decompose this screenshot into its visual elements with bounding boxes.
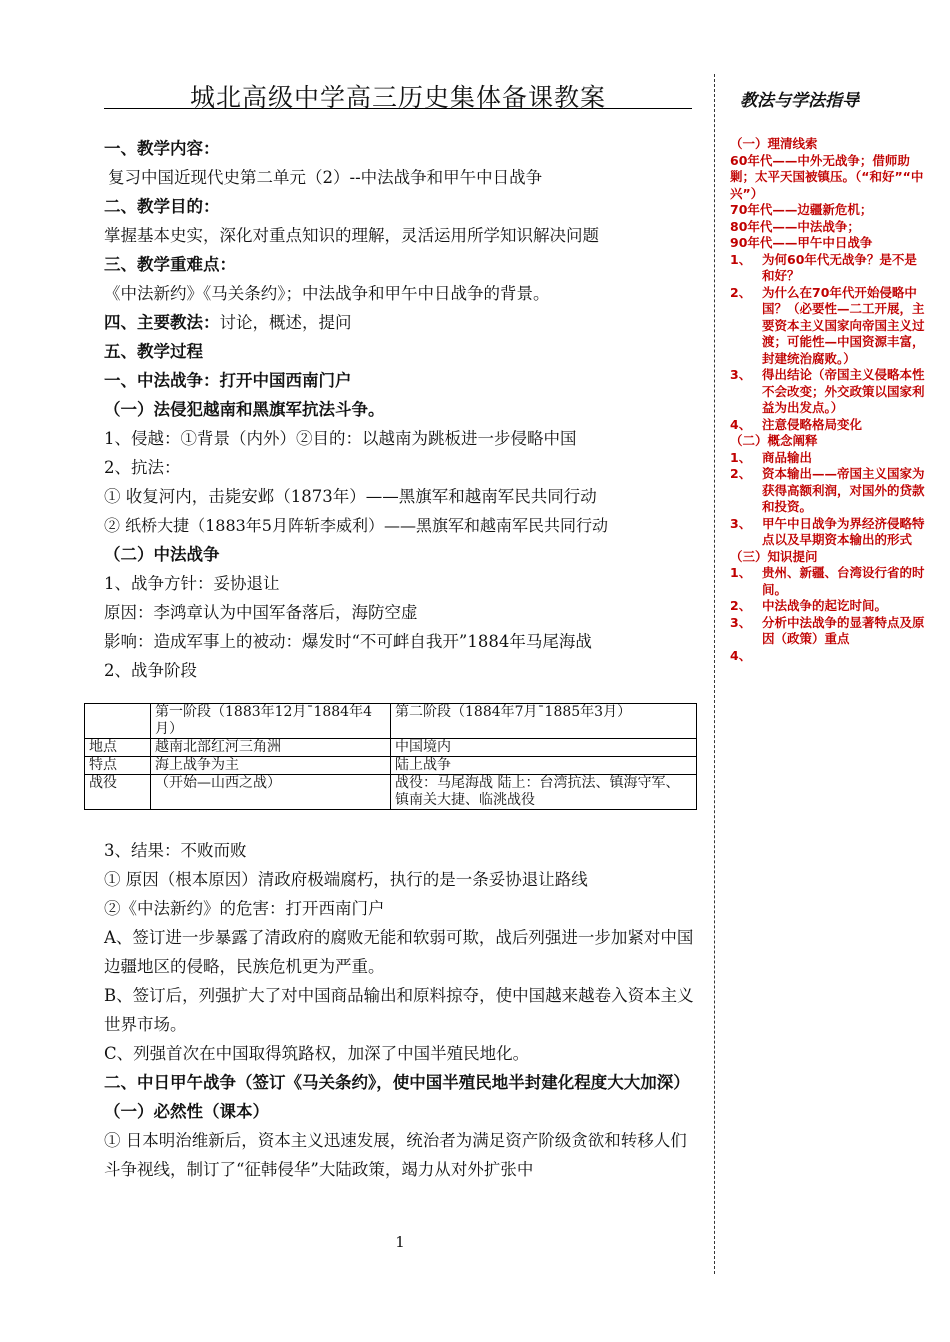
notes-heading: （二）概念阐释: [730, 433, 818, 448]
item-text: 为什么在70年代开始侵略中国？（必要性—二工开展，主要资本主义国家向帝国主义过渡；可能性—中国资源丰富，封建统治腐败。）: [762, 284, 925, 366]
war-stages-table: [84, 703, 697, 810]
item-number: 3、: [730, 614, 752, 630]
page-title: 城北高级中学高三历史集体备课教案: [189, 83, 606, 112]
paragraph: ① 原因（根本原因）清政府极端腐朽，执行的是一条妥协退让路线: [104, 870, 588, 889]
note-line: 80年代——中法战争；: [730, 218, 860, 234]
item-text: 资本输出——帝国主义国家为获得高额利润，对国外的贷款和投资。: [762, 466, 925, 514]
note-line: 60年代——中外无战争；借师助剿；太平天国被镇压。（“和好”“中兴”）: [730, 152, 924, 201]
table-row: [85, 739, 697, 757]
item-number: 3、: [730, 515, 752, 531]
paragraph: A、签订进一步暴露了清政府的腐败无能和软弱可欺，战后列强进一步加紧对中国边疆地区的侵略，民族危机更为严重。: [104, 928, 694, 976]
sidebar-title: 教法与学法指导: [740, 91, 859, 111]
list-item: [730, 252, 925, 285]
paragraph: 影响：造成军事上的被动：爆发时“不可衅自我开”1884年马尾海战: [104, 632, 592, 651]
section-heading: 五、教学过程: [104, 342, 203, 361]
paragraph: 掌握基本史实，深化对重点知识的理解，灵活运用所学知识解决问题: [104, 226, 599, 245]
paragraph: 1、战争方针：妥协退让: [104, 574, 280, 593]
title-underline: [104, 108, 692, 109]
item-number: 1、: [730, 449, 752, 465]
sub-heading: （二）中法战争: [104, 545, 220, 564]
list-item: [730, 450, 925, 467]
table-cell: 地点: [85, 739, 151, 757]
table-header: 第一阶段（1883年12月¯1884年4月）: [151, 704, 391, 739]
item-text: 中法战争的起讫时间。: [762, 598, 888, 613]
table-row: [85, 704, 697, 739]
section-heading: 一、教学内容：: [104, 139, 220, 158]
teaching-guidance-notes: [730, 136, 925, 664]
paragraph: ① 收复河内，击毙安邺（1873年）——黑旗军和越南军民共同行动: [104, 487, 597, 506]
paragraph: 原因：李鸿章认为中国军备落后，海防空虚: [104, 603, 418, 622]
section-heading: 二、中日甲午战争（签订《马关条约》，使中国半殖民地半封建化程度大大加深）: [104, 1073, 690, 1092]
item-text: 商品输出: [762, 449, 813, 465]
table-cell: 越南北部红河三角洲: [151, 739, 391, 757]
item-text: 注意侵略格局变化: [762, 416, 863, 432]
section-heading: 一、中法战争：打开中国西南门户: [104, 371, 352, 390]
note-line: 90年代——甲午中日战争: [730, 235, 873, 250]
paragraph: 2、战争阶段: [104, 661, 197, 680]
paragraph: 《中法新约》《马关条约》；中法战争和甲午中日战争的背景。: [104, 284, 550, 303]
notes-heading: （一）理清线索: [730, 136, 818, 151]
table-cell: 陆上战争: [391, 757, 697, 775]
table-cell: [85, 704, 151, 739]
paragraph: ① 日本明治维新后，资本主义迅速发展，统治者为满足资产阶级贪欲和转移人们斗争视线，制订了“征韩侵华”大陆政策，竭力从对外扩张中: [104, 1131, 687, 1179]
page-number: 1: [395, 1233, 405, 1251]
notes-heading: （三）知识提问: [730, 548, 818, 564]
item-number: 2、: [730, 284, 752, 300]
table-cell: 海上战争为主: [151, 757, 391, 775]
item-text: 贵州、新疆、台湾设行省的时间。: [762, 565, 925, 597]
item-number: 4、: [730, 647, 752, 663]
item-text: [762, 648, 925, 665]
sub-heading: （一）必然性（课本）: [104, 1102, 269, 1121]
list-item: [730, 516, 925, 549]
item-number: 2、: [730, 466, 752, 481]
list-item: [730, 417, 925, 434]
item-text: 甲午中日战争为界经济侵略特点以及早期资本输出的形式: [762, 515, 925, 547]
item-text: 为何60年代无战争？是不是和好？: [762, 251, 917, 283]
paragraph: ② 纸桥大捷（1883年5月阵斩李威利）——黑旗军和越南军民共同行动: [104, 516, 608, 535]
paragraph: ②《中法新约》的危害：打开西南门户: [104, 899, 385, 918]
teaching-methods: 讨论，概述，提问: [219, 313, 352, 332]
table-cell: 战役：马尾海战 陆上：台湾抗法、镇海守军、镇南关大捷、临洮战役: [391, 775, 697, 810]
item-number: 3、: [730, 367, 752, 382]
column-divider: [714, 74, 715, 1274]
paragraph: 2、抗法：: [104, 458, 181, 477]
note-line: 70年代——边疆新危机；: [730, 202, 873, 217]
item-number: 1、: [730, 251, 752, 267]
paragraph: 1、侵越：①背景（内外）②目的：以越南为跳板进一步侵略中国: [104, 429, 577, 448]
table-cell: 战役: [85, 775, 151, 810]
list-item: [730, 598, 925, 615]
table-header: 第二阶段（1884年7月¯1885年3月）: [391, 704, 697, 739]
section-heading: 三、教学重难点：: [104, 255, 236, 274]
list-item: [730, 565, 925, 598]
paragraph: 复习中国近现代史第二单元（2）--中法战争和甲午中日战争: [108, 168, 543, 187]
item-number: 1、: [730, 565, 752, 580]
table-cell: 中国境内: [391, 739, 697, 757]
list-item: [730, 367, 925, 417]
teaching-methods-line: [104, 308, 694, 337]
section-heading: 二、教学目的：: [104, 197, 220, 216]
table-row: [85, 757, 697, 775]
table-cell: （开始—山西之战）: [151, 775, 391, 810]
list-item: [730, 648, 925, 665]
table-row: [85, 775, 697, 810]
list-item: [730, 466, 925, 516]
paragraph: 3、结果：不败而败: [104, 841, 247, 860]
list-item: [730, 285, 925, 368]
section-heading: 四、主要教法：: [104, 313, 220, 332]
paragraph: B、签订后，列强扩大了对中国商品输出和原料掠夺，使中国越来越卷入资本主义世界市场。: [104, 986, 694, 1034]
main-content: [89, 134, 694, 1184]
item-number: 4、: [730, 416, 752, 432]
paragraph: C、列强首次在中国取得筑路权，加深了中国半殖民地化。: [104, 1044, 530, 1063]
item-number: 2、: [730, 598, 752, 613]
item-text: 分析中法战争的显著特点及原因（政策）重点: [762, 614, 925, 646]
table-cell: 特点: [85, 757, 151, 775]
item-text: 得出结论（帝国主义侵略本性不会改变；外交政策以国家利益为出发点。）: [762, 367, 925, 415]
sub-heading: （一）法侵犯越南和黑旗军抗法斗争。: [104, 400, 385, 419]
list-item: [730, 615, 925, 648]
